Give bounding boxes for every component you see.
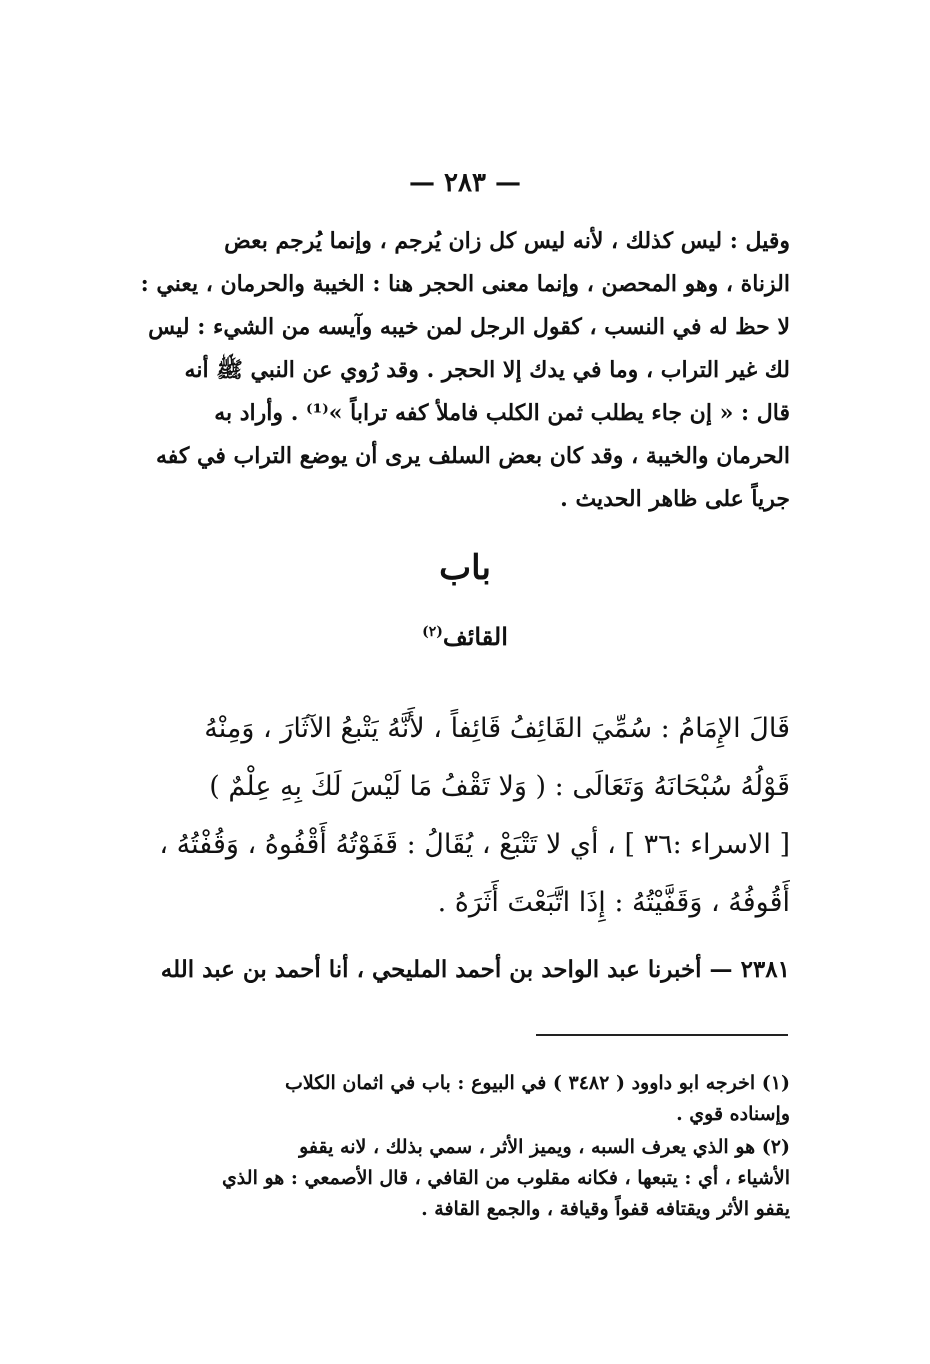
- commentary-line: الحرمان والخيبة ، وقد كان بعض السلف يرى أن يوضع التراب في كفه: [155, 443, 790, 469]
- imam-line: قَوْلُهُ سُبْحَانَهُ وَتَعَالَى : ( وَلا تَقْفُ مَا لَيْسَ لَكَ بِهِ عِلْمٌ ): [209, 771, 790, 802]
- chapter-title: [0, 622, 930, 651]
- hadith-chain: [140, 950, 790, 990]
- imam-line: [ الاسراء :٣٦ ] ، أي لا تَتْبَعْ ، يُقَالُ : قَفَوْتُهُ أَقْفُوهُ ، وَقُفْتُهُ ،: [159, 829, 790, 860]
- footnote-1-line: وإسناده قوي .: [676, 1103, 790, 1125]
- footnotes: [140, 1068, 790, 1225]
- commentary-line: قال : « إن جاء يطلب ثمن الكلب فاملأ كفه تراباً »⁽¹⁾ . وأراد به: [214, 400, 790, 426]
- imam-line: أَقُوفُهُ ، وَقَفَّيْتُهُ : إِذَا اتَّبَعْتَ أَثَرَهُ .: [437, 887, 790, 918]
- commentary-line: لك غير التراب ، وما في يدك إلا الحجر . وقد رُوي عن النبي ﷺ أنه: [184, 357, 790, 383]
- page-number: — ٢٨٣ —: [408, 168, 522, 198]
- commentary-line: وقيل : ليس كذلك ، لأنه ليس كل زان يُرجم ، وإنما يُرجم بعض: [224, 228, 790, 254]
- commentary-line: الزناة ، وهو المحصن ، وإنما معنى الحجر هنا : الخيبة والحرمان ، يعني :: [140, 271, 790, 297]
- chapter-heading: باب: [439, 548, 491, 588]
- chapter-title-footnote-ref: (٢): [422, 624, 443, 640]
- commentary-line: لا حظ له في النسب ، كقول الرجل لمن خيبه وآيسه من الشيء : ليس: [148, 314, 790, 340]
- footnote-divider: [536, 1034, 788, 1036]
- commentary-paragraph: [140, 220, 790, 521]
- footnote-2-line: يقفو الأثر ويقتافه قفواً وقيافة ، والجمع القافة .: [421, 1198, 790, 1220]
- chapter-title-text: القائف: [442, 622, 508, 651]
- imam-line: قَالَ الإِمَامُ : سُمِّيَ القَائِفُ قَائِفاً ، لأَنَّهُ يَتْبعُ الآثَارَ ، وَمِنْهُ: [204, 713, 790, 744]
- hadith-line: ٢٣٨١ — أخبرنا عبد الواحد بن أحمد المليحي ، أنا أحمد بن عبد الله: [160, 956, 790, 983]
- footnote-1-line: (١) اخرجه ابو داوود ( ٣٤٨٢ ) في البيوع : باب في اثمان الكلاب: [285, 1072, 790, 1094]
- imam-paragraph: [140, 700, 790, 932]
- commentary-line: جرياً على ظاهر الحديث .: [560, 486, 790, 512]
- footnote-2-line: (٢) هو الذي يعرف السبه ، ويميز الأثر ، سمي بذلك ، لانه يقفو: [299, 1136, 790, 1158]
- footnote-2-line: الأشياء ، أي : يتبعها ، فكانه مقلوب من القافي ، قال الأصمعي : هو الذي: [221, 1167, 790, 1189]
